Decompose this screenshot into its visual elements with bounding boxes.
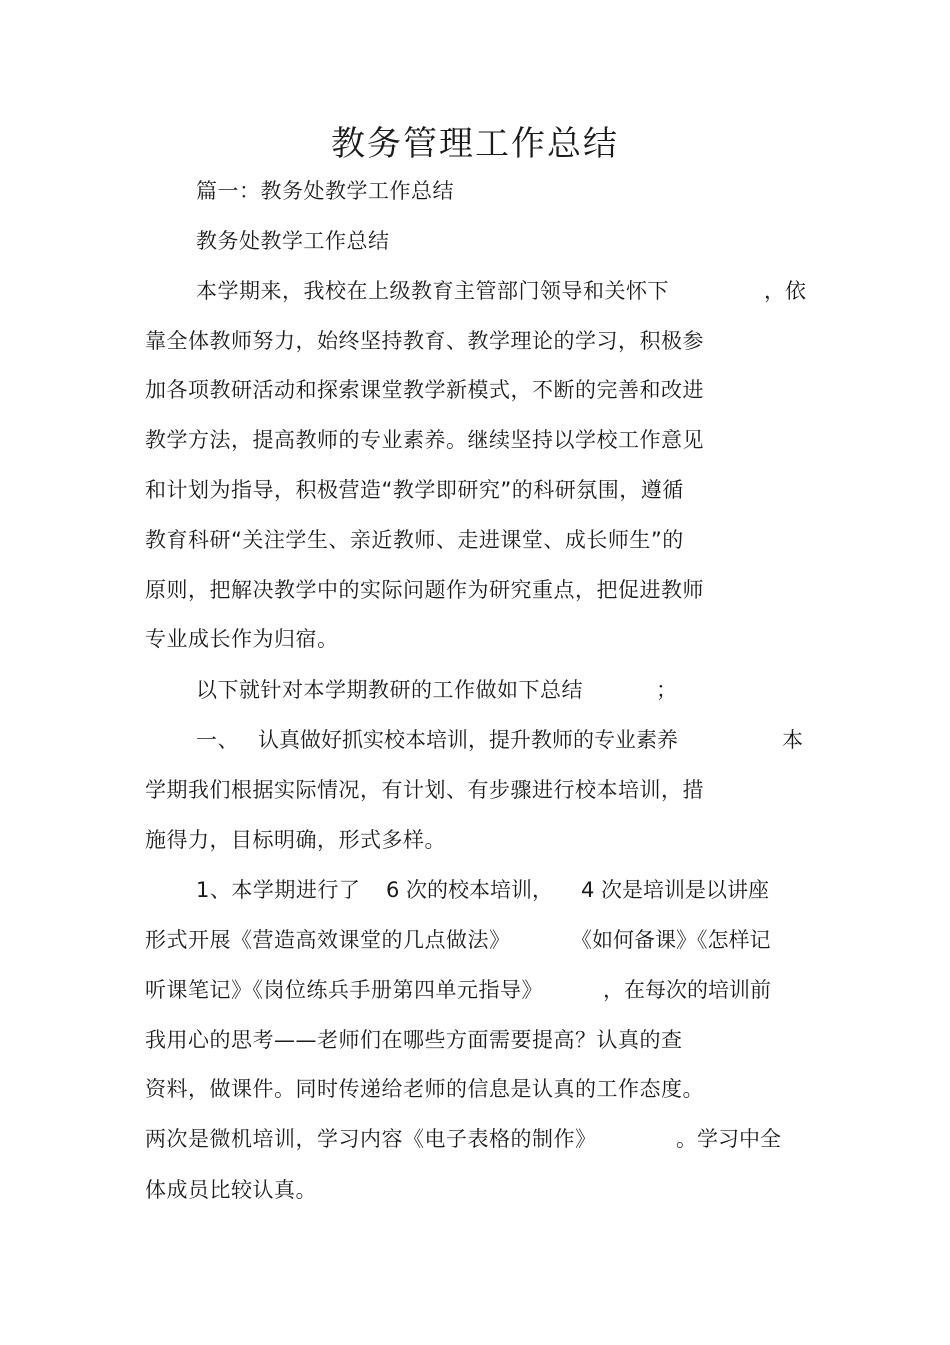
paragraph-line-tail: ，依 (764, 279, 806, 303)
paragraph-line: 加各项教研活动和探索课堂教学新模式，不断的完善和改进 (145, 378, 704, 402)
paragraph-line: 和计划为指导，积极营造“教学即研究”的科研氛围，遵循 (145, 478, 684, 502)
paragraph-line: 教育科研“关注学生、亲近教师、走进课堂、成长师生”的 (145, 528, 684, 552)
subheading: 教务处教学工作总结 (196, 229, 390, 253)
paragraph-line-tail: 。学习中全 (676, 1127, 781, 1151)
paragraph-line: 资料，做课件。同时传递给老师的信息是认真的工作态度。 (145, 1077, 704, 1101)
paragraph-line-part: 6 次的校本培训， (386, 878, 554, 902)
paragraph-line: 原则，把解决教学中的实际问题作为研究重点，把促进教师 (145, 578, 704, 602)
paragraph-line-part: 4 次是培训是以讲座 (581, 878, 770, 902)
paragraph-line: 体成员比较认真。 (145, 1178, 317, 1202)
paragraph-line-tail: 本 (782, 728, 803, 752)
paragraph-line: 学期我们根据实际情况，有计划、有步骤进行校本培训，措 (145, 778, 704, 802)
paragraph-line-part: 《如何备课》《怎样记 (571, 928, 771, 952)
paragraph-line-tail: ； (656, 678, 677, 702)
paragraph-line: 靠全体教师努力，始终坚持教育、教学理论的学习，积极参 (145, 329, 704, 353)
paragraph-line: 以下就针对本学期教研的工作做如下总结 (196, 678, 583, 702)
paragraph-line: 两次是微机培训，学习内容《电子表格的制作》 (145, 1127, 597, 1151)
paragraph-line-part: ，在每次的培训前 (603, 978, 771, 1002)
section-number: 一、 (196, 728, 239, 752)
paragraph-line: 形式开展《营造高效课堂的几点做法》 (145, 928, 511, 952)
paragraph-line: 教学方法，提高教师的专业素养。继续坚持以学校工作意见 (145, 428, 704, 452)
section-heading-text: 认真做好抓实校本培训，提升教师的专业素养 (258, 728, 678, 752)
section-heading: 篇一：教务处教学工作总结 (196, 179, 454, 203)
paragraph-line: 我用心的思考——老师们在哪些方面需要提高？认真的查 (145, 1028, 683, 1052)
paragraph-line: 本学期来，我校在上级教育主管部门领导和关怀下 (196, 279, 669, 303)
paragraph-line: 听课笔记》《岗位练兵手册第四单元指导》 (145, 978, 543, 1002)
document-title: 教务管理工作总结 (331, 124, 619, 164)
paragraph-line: 施得力，目标明确，形式多样。 (145, 828, 446, 852)
paragraph-line: 专业成长作为归宿。 (145, 627, 339, 651)
paragraph-line: 1、本学期进行了 (196, 878, 361, 902)
